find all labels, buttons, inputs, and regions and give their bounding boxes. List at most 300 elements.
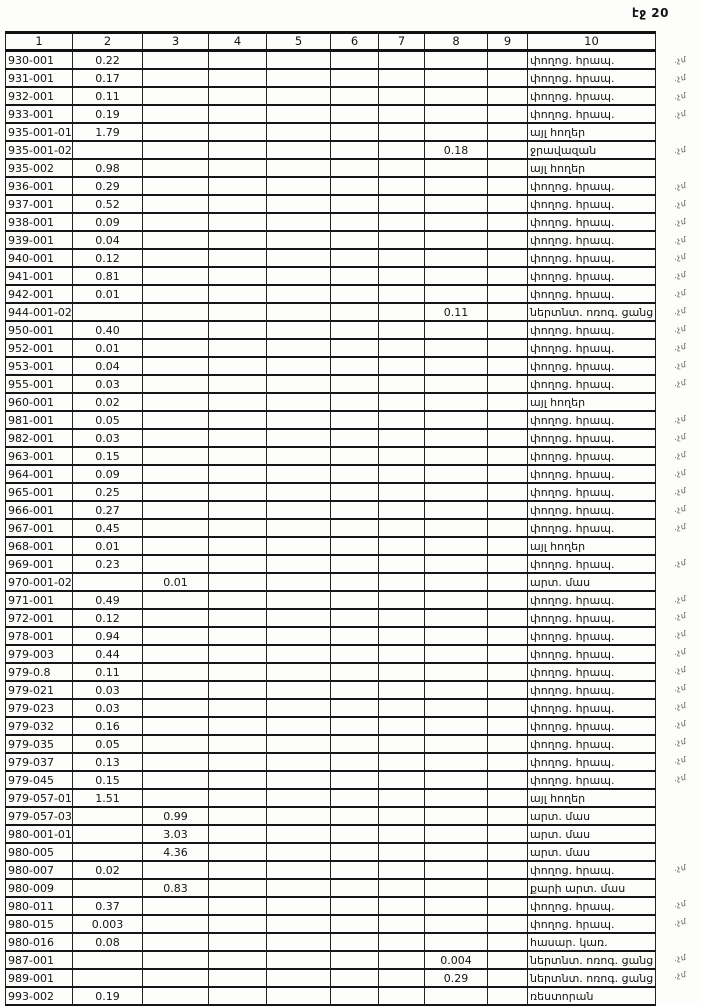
cell-col6 [331,465,379,483]
cell-col5 [267,771,331,789]
cell-col9 [488,879,528,897]
cell-col6 [331,573,379,591]
cell-col3 [143,159,209,177]
cell-col4 [209,915,267,933]
cell-col2: 0.04 [73,231,143,249]
cell-col1: 953-001 [6,357,73,375]
cell-col6 [331,735,379,753]
table-row [6,51,656,70]
handwritten-margin-mark: .չմ [673,629,687,640]
cell-col8: 0.29 [425,969,488,987]
page-number-label: էջ 20 [631,6,669,20]
cell-col3: 4.36 [143,843,209,861]
cell-col4 [209,51,267,70]
cell-col3 [143,861,209,879]
cell-col8 [425,177,488,195]
cell-col1: 980-005 [6,843,73,861]
cell-col10: այլ հողեր [528,393,656,411]
cell-col5 [267,483,331,501]
cell-col7 [379,681,425,699]
cell-col7 [379,195,425,213]
cell-col2: 0.12 [73,609,143,627]
cell-col4 [209,267,267,285]
cell-col3 [143,249,209,267]
cell-col6 [331,87,379,105]
handwritten-margin-mark: .չմ [673,324,687,335]
cell-col9 [488,609,528,627]
cell-col3: 3.03 [143,825,209,843]
cell-col8: 0.18 [425,141,488,159]
cell-col3 [143,411,209,429]
cell-col1: 970-001-02 [6,573,73,591]
cell-col2 [73,879,143,897]
cell-col8 [425,609,488,627]
column-header-8: 8 [425,33,488,51]
cell-col5 [267,555,331,573]
cell-col5 [267,843,331,861]
table-row [6,861,656,879]
cell-col7 [379,663,425,681]
cell-col4 [209,231,267,249]
cell-col10: փողոց. հրապ. [528,213,656,231]
cell-col5 [267,663,331,681]
handwritten-margin-mark: .չմ [673,180,687,191]
cell-col10: փողոց. հրապ. [528,555,656,573]
cell-col10: արտ. մաս [528,807,656,825]
cell-col6 [331,51,379,70]
cell-col3 [143,555,209,573]
cell-col7 [379,141,425,159]
cell-col10: այլ հողեր [528,159,656,177]
cell-col8: 0.11 [425,303,488,321]
cell-col1: 980-007 [6,861,73,879]
cell-col4 [209,807,267,825]
cell-col10: ջրավազան [528,141,656,159]
handwritten-margin-mark: .չմ [673,755,687,765]
cell-col2 [73,807,143,825]
cell-col10: փողոց. հրապ. [528,339,656,357]
cell-col4 [209,447,267,465]
cell-col1: 979-045 [6,771,73,789]
cell-col8 [425,879,488,897]
handwritten-margin-mark: .չմ [673,701,687,712]
cell-col2: 0.11 [73,87,143,105]
cell-col8 [425,933,488,951]
cell-col3: 0.83 [143,879,209,897]
handwritten-margin-mark: .չմ [673,234,687,245]
cell-col5 [267,465,331,483]
cell-col5 [267,267,331,285]
cell-col9 [488,897,528,915]
cell-col5 [267,213,331,231]
cell-col6 [331,375,379,393]
cell-col9 [488,573,528,591]
cell-col5 [267,789,331,807]
cell-col2: 0.13 [73,753,143,771]
cell-col6 [331,321,379,339]
table-row [6,681,656,699]
handwritten-margin-mark: .չմ [673,449,687,460]
table-row [6,321,656,339]
cell-col5 [267,393,331,411]
cell-col7 [379,69,425,87]
cell-col3 [143,69,209,87]
cell-col9 [488,753,528,771]
cell-col4 [209,969,267,987]
cell-col8 [425,645,488,663]
cell-col10: ներտնտ. ոռոգ. ցանց [528,969,656,987]
cell-col7 [379,735,425,753]
cell-col3: 0.01 [143,573,209,591]
cell-col3 [143,123,209,141]
cell-col8 [425,339,488,357]
cell-col3 [143,753,209,771]
cell-col6 [331,987,379,1005]
cell-col10: փողոց. հրապ. [528,411,656,429]
cell-col9 [488,843,528,861]
cell-col2 [73,843,143,861]
handwritten-margin-mark: .չմ [673,55,687,65]
cell-col3 [143,483,209,501]
cell-col6 [331,879,379,897]
cell-col8 [425,699,488,717]
cell-col4 [209,501,267,519]
cell-col9 [488,861,528,879]
cell-col8 [425,483,488,501]
cell-col4 [209,141,267,159]
cell-col8 [425,825,488,843]
table-row [6,807,656,825]
cell-col7 [379,321,425,339]
handwritten-margin-mark: .չմ [673,521,687,532]
cell-col7 [379,429,425,447]
cell-col4 [209,393,267,411]
handwritten-margin-mark: .չմ [673,916,687,927]
cell-col6 [331,285,379,303]
cell-col5 [267,645,331,663]
cell-col9 [488,249,528,267]
cell-col10: քարի արտ. մաս [528,879,656,897]
cell-col5 [267,951,331,969]
cell-col4 [209,771,267,789]
cell-col2: 0.37 [73,897,143,915]
table-row [6,789,656,807]
cell-col8 [425,195,488,213]
cell-col3 [143,429,209,447]
table-row [6,285,656,303]
cell-col6 [331,789,379,807]
cell-col2 [73,951,143,969]
cell-col2 [73,825,143,843]
cell-col1: 941-001 [6,267,73,285]
cell-col9 [488,735,528,753]
cell-col10: փողոց. հրապ. [528,267,656,285]
cell-col9 [488,645,528,663]
cell-col10: արտ. մաս [528,573,656,591]
cell-col5 [267,933,331,951]
cell-col7 [379,645,425,663]
cell-col1: 971-001 [6,591,73,609]
cell-col2: 0.27 [73,501,143,519]
handwritten-margin-mark: .չմ [673,503,687,514]
cell-col4 [209,339,267,357]
cell-col5 [267,159,331,177]
cell-col1: 966-001 [6,501,73,519]
cell-col5 [267,807,331,825]
cell-col10: փողոց. հրապ. [528,429,656,447]
cell-col2 [73,141,143,159]
cell-col2: 0.98 [73,159,143,177]
cell-col1: 939-001 [6,231,73,249]
cell-col6 [331,105,379,123]
cell-col8 [425,789,488,807]
cell-col7 [379,447,425,465]
cell-col7 [379,897,425,915]
cell-col3 [143,951,209,969]
cell-col4 [209,177,267,195]
cell-col3 [143,699,209,717]
cell-col4 [209,879,267,897]
cell-col10: փողոց. հրապ. [528,105,656,123]
cell-col9 [488,303,528,321]
cell-col9 [488,357,528,375]
handwritten-margin-mark: .չմ [673,108,687,119]
cell-col8 [425,573,488,591]
cell-col10: փողոց. հրապ. [528,375,656,393]
cell-col7 [379,177,425,195]
cell-col8 [425,267,488,285]
cell-col1: 987-001 [6,951,73,969]
cell-col4 [209,753,267,771]
cell-col7 [379,843,425,861]
cell-col5 [267,51,331,70]
cell-col10: այլ հողեր [528,789,656,807]
cell-col10: փողոց. հրապ. [528,645,656,663]
cell-col7 [379,807,425,825]
cell-col1: 979-023 [6,699,73,717]
cell-col7 [379,213,425,231]
cell-col9 [488,483,528,501]
cell-col5 [267,897,331,915]
cell-col1: 931-001 [6,69,73,87]
table-row [6,105,656,123]
cell-col4 [209,465,267,483]
cell-col5 [267,141,331,159]
cell-col2: 0.45 [73,519,143,537]
cell-col3 [143,51,209,70]
cell-col6 [331,213,379,231]
cell-col5 [267,195,331,213]
cell-col7 [379,285,425,303]
cell-col6 [331,339,379,357]
cell-col5 [267,537,331,555]
table-row [6,897,656,915]
cell-col10: փողոց. հրապ. [528,483,656,501]
cell-col4 [209,609,267,627]
cell-col2: 0.25 [73,483,143,501]
handwritten-margin-mark: .չմ [673,216,687,227]
table-row [6,645,656,663]
handwritten-margin-mark: .չմ [673,90,687,101]
cell-col2: 0.12 [73,249,143,267]
cell-col1: 979-037 [6,753,73,771]
handwritten-margin-mark: .չմ [673,467,687,478]
cell-col5 [267,519,331,537]
cell-col5 [267,429,331,447]
cell-col10: փողոց. հրապ. [528,447,656,465]
cell-col8 [425,861,488,879]
cell-col8 [425,501,488,519]
cell-col2: 1.79 [73,123,143,141]
cell-col7 [379,159,425,177]
cell-col6 [331,519,379,537]
cell-col9 [488,447,528,465]
cell-col9 [488,771,528,789]
cell-col4 [209,123,267,141]
table-row [6,573,656,591]
handwritten-margin-mark: .չմ [673,252,687,263]
cell-col2: 0.08 [73,933,143,951]
cell-col7 [379,339,425,357]
cell-col5 [267,627,331,645]
cell-col6 [331,483,379,501]
cell-col7 [379,699,425,717]
cell-col1: 963-001 [6,447,73,465]
cell-col3 [143,609,209,627]
cell-col4 [209,69,267,87]
cell-col1: 935-002 [6,159,73,177]
cell-col1: 989-001 [6,969,73,987]
handwritten-margin-mark: .չմ [673,306,687,317]
cell-col6 [331,501,379,519]
cell-col6 [331,159,379,177]
cell-col6 [331,591,379,609]
cell-col3 [143,285,209,303]
cell-col2: 0.11 [73,663,143,681]
cell-col6 [331,969,379,987]
cell-col2: 0.49 [73,591,143,609]
column-header-5: 5 [267,33,331,51]
column-header-7: 7 [379,33,425,51]
cell-col4 [209,249,267,267]
cell-col3 [143,537,209,555]
handwritten-margin-mark: .չմ [673,970,687,981]
cell-col8 [425,393,488,411]
cell-col6 [331,177,379,195]
cell-col1: 944-001-02 [6,303,73,321]
table-row [6,339,656,357]
cell-col10: փողոց. հրապ. [528,591,656,609]
cell-col2: 0.17 [73,69,143,87]
cell-col2: 0.003 [73,915,143,933]
cell-col5 [267,879,331,897]
table-row [6,843,656,861]
table-row [6,915,656,933]
cell-col6 [331,915,379,933]
cell-col2: 1.51 [73,789,143,807]
cell-col9 [488,375,528,393]
cell-col8 [425,771,488,789]
cell-col8 [425,213,488,231]
cell-col10: փողոց. հրապ. [528,717,656,735]
cell-col2: 0.52 [73,195,143,213]
table-row [6,465,656,483]
cell-col2: 0.02 [73,393,143,411]
cell-col3 [143,663,209,681]
cell-col9 [488,987,528,1005]
cell-col7 [379,609,425,627]
cell-col1: 935-001-01 [6,123,73,141]
cell-col1: 980-015 [6,915,73,933]
table-row [6,735,656,753]
table-row [6,825,656,843]
cell-col9 [488,339,528,357]
cell-col6 [331,825,379,843]
cell-col2 [73,573,143,591]
cell-col6 [331,555,379,573]
cell-col3: 0.99 [143,807,209,825]
cell-col6 [331,303,379,321]
cell-col10: փողոց. հրապ. [528,195,656,213]
cell-col5 [267,501,331,519]
cell-col4 [209,285,267,303]
cell-col3 [143,231,209,249]
cell-col7 [379,231,425,249]
cell-col8 [425,807,488,825]
cell-col4 [209,735,267,753]
cell-col8 [425,465,488,483]
cell-col3 [143,177,209,195]
cell-col5 [267,375,331,393]
cell-col2 [73,969,143,987]
cell-col7 [379,771,425,789]
handwritten-margin-mark: .չմ [673,952,687,963]
cell-col7 [379,267,425,285]
cell-col9 [488,159,528,177]
table-row [6,267,656,285]
cell-col10: փողոց. հրապ. [528,501,656,519]
cell-col1: 981-001 [6,411,73,429]
cell-col4 [209,213,267,231]
cell-col4 [209,951,267,969]
cell-col9 [488,915,528,933]
cell-col6 [331,141,379,159]
cell-col7 [379,573,425,591]
cell-col4 [209,645,267,663]
handwritten-margin-mark: .չմ [673,144,687,155]
cell-col4 [209,591,267,609]
cell-col8 [425,987,488,1005]
cell-col5 [267,105,331,123]
cell-col6 [331,699,379,717]
cell-col9 [488,789,528,807]
handwritten-margin-mark: .չմ [673,360,687,371]
cell-col8 [425,357,488,375]
cell-col10: փողոց. հրապ. [528,519,656,537]
cell-col3 [143,771,209,789]
cell-col5 [267,123,331,141]
cell-col9 [488,231,528,249]
handwritten-margin-mark: .չմ [673,72,687,83]
handwritten-margin-mark: .չմ [673,288,687,299]
cell-col7 [379,105,425,123]
cell-col7 [379,987,425,1005]
table-body [6,51,656,1006]
cell-col8 [425,537,488,555]
cell-col4 [209,933,267,951]
cell-col1: 940-001 [6,249,73,267]
table-row [6,591,656,609]
